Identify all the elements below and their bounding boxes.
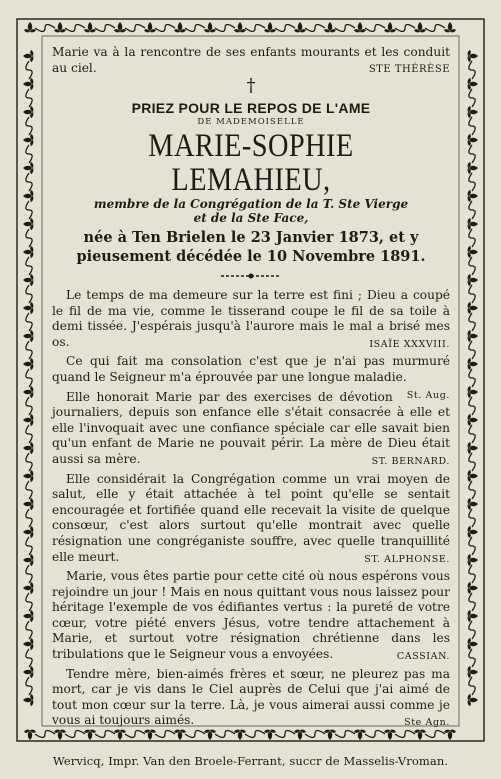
pray-heading: PRIEZ POUR LE REPOS DE L'AME bbox=[131, 100, 371, 116]
paragraph-source: ST. BERNARD. bbox=[371, 455, 450, 467]
border-fleur-icon bbox=[23, 50, 33, 62]
border-fleur-icon bbox=[468, 134, 478, 146]
paragraph-text: Marie, vous êtes partie pour cette cité où nous espérons vous rejoindre un jour ! Mais en nous quittant vous nous laissez pour héritage l'exemple de vos édifiantes vertus : la pureté de votre cœur, votre piété envers Jésus, votre tendre attachement à Marie, et surtout votre résignation chrétienne dans les tribulations que le Seigneur vous a envoyées. bbox=[52, 569, 450, 662]
border-fleur-icon bbox=[468, 582, 478, 594]
border-fleur-icon bbox=[204, 22, 216, 32]
border-fleur-icon bbox=[414, 22, 426, 32]
border-fleur-icon bbox=[23, 134, 33, 146]
border-fleur-icon bbox=[24, 730, 36, 740]
border-fleur-icon bbox=[468, 50, 478, 62]
border-fleur-icon bbox=[468, 190, 478, 202]
border-fleur-icon bbox=[444, 22, 456, 32]
border-fleur-icon bbox=[468, 610, 478, 622]
border-fleur-icon bbox=[23, 190, 33, 202]
paragraph-text: Tendre mère, bien-aimés frères et sœur, ne pleurez pas ma mort, car je vis dans le Ciel auprès de Celui que j'ai aimé de tout mon cœur sur la terre. Là, je vous aimerai aussi comme je vous ai toujours aimés. bbox=[52, 666, 450, 728]
border-fleur-icon bbox=[23, 638, 33, 650]
divider-ornament bbox=[219, 272, 283, 280]
border-fleur-icon bbox=[468, 358, 478, 370]
border-fleur-icon bbox=[23, 498, 33, 510]
border-fleur-icon bbox=[23, 554, 33, 566]
border-fleur-icon bbox=[468, 78, 478, 90]
border-fleur-icon bbox=[23, 526, 33, 538]
border-fleur-icon bbox=[23, 302, 33, 314]
paragraph-source: Ste Agn. bbox=[404, 717, 450, 729]
border-fleur-icon bbox=[468, 106, 478, 118]
border-fleur-icon bbox=[468, 386, 478, 398]
border-fleur-icon bbox=[468, 694, 478, 706]
border-fleur-icon bbox=[264, 22, 276, 32]
cross-icon: † bbox=[246, 75, 256, 96]
border-fleur-icon bbox=[468, 470, 478, 482]
border-fleur-icon bbox=[468, 330, 478, 342]
border-fleur-icon bbox=[23, 582, 33, 594]
paragraph bbox=[52, 472, 450, 566]
border-fleur-icon bbox=[294, 22, 306, 32]
border-fleur-icon bbox=[23, 610, 33, 622]
border-fleur-icon bbox=[384, 22, 396, 32]
border-fleur-icon bbox=[468, 414, 478, 426]
paragraph-source: CASSIAN. bbox=[396, 651, 450, 663]
paragraph-text: Le temps de ma demeure sur la terre est fini ; Dieu a coupé le fil de ma vie, comme le tisserand coupe le fil de sa toile à demi tissée. J'espérais jusqu'à l'aurore mais le mal a brisé mes os. bbox=[52, 288, 450, 349]
border-fleur-icon bbox=[468, 638, 478, 650]
border-fleur-icon bbox=[23, 330, 33, 342]
border-fleur-icon bbox=[23, 386, 33, 398]
border-fleur-icon bbox=[468, 666, 478, 678]
border-fleur-icon bbox=[23, 666, 33, 678]
border-fleur-icon bbox=[114, 22, 126, 32]
printer-imprint: Wervicq, Impr. Van den Broele-Ferrant, succr de Masselis-Vroman. bbox=[52, 754, 449, 768]
border-fleur-icon bbox=[23, 78, 33, 90]
membership-line-1: membre de la Congrégation de la T. Ste Vierge bbox=[93, 197, 409, 211]
border-fleur-icon bbox=[23, 470, 33, 482]
border-fleur-icon bbox=[24, 22, 36, 32]
border-fleur-icon bbox=[324, 22, 336, 32]
border-fleur-icon bbox=[23, 218, 33, 230]
border-fleur-icon bbox=[468, 526, 478, 538]
paragraph bbox=[52, 354, 450, 401]
border-fleur-icon bbox=[23, 358, 33, 370]
deceased-name: MARIE-SOPHIE LEMAHIEU, bbox=[148, 128, 354, 198]
border-fleur-icon bbox=[23, 274, 33, 286]
border-fleur-icon bbox=[174, 22, 186, 32]
border-fleur-icon bbox=[144, 22, 156, 32]
paragraph bbox=[52, 288, 450, 350]
paragraph-text: Elle considérait la Congrégation comme un vrai moyen de salut, elle y était attachée à tel point qu'elle se sentait encouragée et fortifiée quand elle recevait la visite de quelque consœur, c'est alors surtout qu'elle montrait avec quelle résignation une congréganiste souffre, avec quelle tranquillité elle meurt. bbox=[52, 471, 450, 564]
border-fleur-icon bbox=[468, 218, 478, 230]
paragraph-source: ST. ALPHONSE. bbox=[364, 553, 450, 565]
membership-line-2: et de la Ste Face, bbox=[193, 211, 309, 225]
text-body bbox=[52, 288, 450, 729]
paragraph bbox=[52, 569, 450, 663]
border-fleur-icon bbox=[468, 442, 478, 454]
border-fleur-icon bbox=[354, 22, 366, 32]
birth-death-line: née à Ten Brielen le 23 Janvier 1873, et y pieusement décédée le 10 Novembre 1891. bbox=[76, 229, 426, 265]
paragraph-source: St. Aug. bbox=[406, 389, 450, 401]
paragraph bbox=[52, 390, 450, 468]
border-fleur-icon bbox=[23, 442, 33, 454]
border-fleur-icon bbox=[468, 554, 478, 566]
border-fleur-icon bbox=[468, 246, 478, 258]
epigraph bbox=[52, 44, 450, 76]
border-fleur-icon bbox=[54, 22, 66, 32]
border-fleur-icon bbox=[234, 22, 246, 32]
epigraph-text: Marie va à la rencontre de ses enfants mourants et les conduit au ciel. bbox=[52, 45, 450, 75]
title-line: DE MADEMOISELLE bbox=[197, 117, 305, 127]
card-content bbox=[52, 44, 450, 733]
border-fleur-icon bbox=[468, 498, 478, 510]
border-fleur-icon bbox=[468, 274, 478, 286]
paragraph-text: Ce qui fait ma consolation c'est que je n'ai pas murmuré quand le Seigneur m'a éprouvée par une longue maladie. bbox=[52, 354, 450, 384]
paragraph-text: Elle honorait Marie par des exercises de dévotion journaliers, depuis son enfance elle s'était consacrée à elle et elle l'invoquait avec une confiance spéciale car elle savait bien qu'un enfant de Marie ne pouvait périr. La mère de Dieu était aussi sa mère. bbox=[52, 389, 450, 466]
paragraph bbox=[52, 667, 450, 729]
epigraph-source: STE THÉRÈSE bbox=[368, 64, 450, 75]
border-fleur-icon bbox=[23, 246, 33, 258]
border-fleur-icon bbox=[84, 22, 96, 32]
border-fleur-icon bbox=[23, 694, 33, 706]
border-fleur-icon bbox=[468, 302, 478, 314]
paragraph-source: ISAÏE XXXVIII. bbox=[369, 338, 450, 350]
border-fleur-icon bbox=[23, 162, 33, 174]
border-fleur-icon bbox=[23, 414, 33, 426]
border-fleur-icon bbox=[468, 162, 478, 174]
border-fleur-icon bbox=[23, 106, 33, 118]
